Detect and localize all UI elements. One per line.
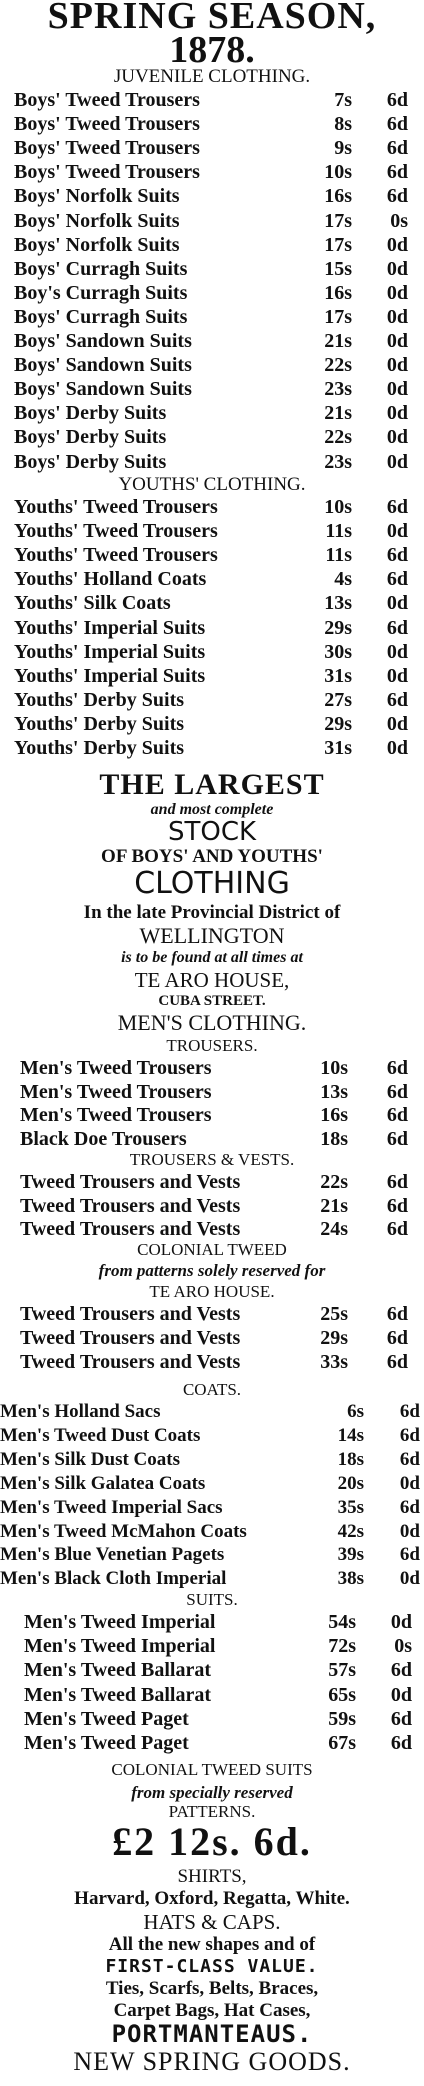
vests-heading: TROUSERS & VESTS. — [129, 1150, 295, 1169]
promo-district: In the late Provincial District of — [83, 902, 341, 923]
item-shillings: 38s — [337, 1568, 364, 1590]
new-spring-goods: NEW SPRING GOODS. — [73, 2047, 351, 2076]
item-pence: 0d — [386, 305, 408, 328]
item-shillings: 4s — [334, 568, 352, 591]
item-name: Men's Tweed Ballarat — [24, 1683, 212, 1706]
item-pence: 0d — [386, 354, 408, 377]
price-row — [14, 450, 408, 474]
new-shapes: All the new shapes and of — [108, 1934, 316, 1955]
price-row — [20, 1302, 408, 1326]
item-pence: 6d — [386, 568, 408, 591]
title: SPRING SEASON, — [47, 0, 377, 37]
item-name: Men's Tweed Paget — [24, 1707, 189, 1730]
item-pence: 6d — [399, 1496, 420, 1518]
item-pence: 6d — [386, 89, 408, 111]
price-row — [0, 1543, 420, 1567]
item-pence: 6d — [386, 616, 408, 639]
item-shillings: 20s — [337, 1472, 364, 1494]
item-pence: 0d — [386, 737, 408, 759]
price-row — [24, 1707, 412, 1731]
item-name: Men's Holland Sacs — [0, 1401, 161, 1422]
item-shillings: 13s — [320, 1080, 348, 1103]
item-pence: 6d — [390, 1707, 412, 1730]
price-row — [14, 425, 408, 449]
item-name: Tweed Trousers and Vests — [20, 1218, 241, 1240]
item-pence: 0d — [386, 426, 408, 449]
hats-heading: HATS & CAPS. — [143, 1910, 281, 1934]
item-name: Men's Blue Venetian Pagets — [0, 1544, 225, 1566]
item-name: Tweed Trousers and Vests — [20, 1327, 241, 1349]
price-row — [0, 1520, 420, 1544]
item-shillings: 35s — [337, 1496, 364, 1518]
item-shillings: 21s — [320, 1194, 348, 1217]
first-class-value: FIRST-CLASS VALUE. — [105, 1956, 319, 1977]
item-name: Men's Tweed Imperial — [24, 1635, 216, 1658]
item-name: Men's Tweed Paget — [24, 1732, 189, 1754]
item-shillings: 18s — [337, 1448, 364, 1470]
item-pence: 6d — [386, 113, 408, 136]
shirts-heading: SHIRTS, — [177, 1866, 247, 1887]
item-pence: 0d — [386, 257, 408, 280]
item-shillings: 21s — [324, 330, 352, 352]
shirt-types: Harvard, Oxford, Regatta, White. — [74, 1888, 350, 1909]
item-shillings: 25s — [320, 1303, 348, 1325]
item-name: Boys' Curragh Suits — [14, 305, 188, 328]
price-row — [14, 257, 408, 281]
price-row — [0, 1400, 420, 1424]
item-name: Boys' Sandown Suits — [14, 330, 192, 352]
promo-house: TE ARO HOUSE, — [134, 968, 290, 992]
price-row — [14, 591, 408, 615]
item-name: Youths' Imperial Suits — [14, 640, 206, 663]
item-pence: 6d — [386, 1303, 408, 1325]
colonial-heading: COLONIAL TWEED — [137, 1240, 287, 1259]
price-row — [14, 305, 408, 329]
price-row — [14, 736, 408, 760]
item-shillings: 16s — [324, 281, 352, 304]
item-pence: 0d — [399, 1472, 420, 1494]
item-shillings: 67s — [328, 1732, 356, 1754]
item-name: Men's Tweed Imperial — [24, 1611, 216, 1633]
item-name: Boys' Derby Suits — [14, 426, 167, 449]
item-shillings: 11s — [325, 544, 352, 567]
price-row — [14, 281, 408, 305]
price-row — [14, 209, 408, 233]
item-name: Boys' Tweed Trousers — [14, 161, 200, 184]
item-pence: 6d — [386, 1127, 408, 1150]
item-name: Boys' Norfolk Suits — [14, 209, 180, 232]
item-pence: 6d — [386, 1171, 408, 1193]
price-row — [14, 329, 408, 353]
item-shillings: 23s — [324, 378, 352, 401]
item-shillings: 29s — [324, 712, 352, 735]
price-row — [20, 1127, 408, 1151]
item-shillings: 10s — [324, 161, 352, 184]
price-row — [20, 1194, 408, 1218]
promo-largest: THE LARGEST — [99, 768, 325, 801]
item-shillings: 8s — [334, 113, 352, 136]
item-name: Youths' Imperial Suits — [14, 616, 206, 639]
juvenile-heading: JUVENILE CLOTHING. — [113, 66, 311, 87]
item-name: Men's Tweed McMahon Coats — [0, 1520, 247, 1542]
price: £2 12s. 6d. — [112, 1819, 312, 1864]
promo-found: is to be found at all times at — [121, 949, 303, 966]
price-row — [14, 160, 408, 184]
price-row — [20, 1170, 408, 1194]
price-row — [14, 353, 408, 377]
item-pence: 0d — [386, 664, 408, 687]
price-row — [14, 640, 408, 664]
item-pence: 6d — [399, 1424, 420, 1446]
price-row — [14, 616, 408, 640]
price-row — [14, 88, 408, 112]
price-row — [20, 1103, 408, 1127]
item-shillings: 10s — [324, 496, 352, 518]
ties-line: Ties, Scarfs, Belts, Braces, — [105, 1978, 319, 1999]
price-row — [14, 233, 408, 257]
item-shillings: 13s — [324, 592, 352, 615]
item-pence: 0s — [394, 1635, 412, 1658]
item-shillings: 31s — [324, 737, 352, 759]
item-name: Youths' Derby Suits — [14, 737, 185, 759]
item-name: Boys' Curragh Suits — [14, 257, 188, 280]
item-name: Boys' Tweed Trousers — [14, 137, 200, 160]
item-pence: 0d — [390, 1683, 412, 1706]
item-pence: 6d — [390, 1659, 412, 1682]
item-pence: 6d — [399, 1448, 420, 1470]
colonial-house: TE ARO HOUSE. — [149, 1282, 275, 1301]
promo-stock: STOCK — [167, 817, 257, 847]
promo-of-boys: OF BOYS' AND YOUTHS' — [101, 846, 323, 867]
price-row — [24, 1634, 412, 1658]
price-row — [20, 1350, 408, 1374]
item-name: Youths' Imperial Suits — [14, 664, 206, 687]
item-shillings: 57s — [328, 1659, 356, 1682]
item-name: Youths' Tweed Trousers — [14, 496, 218, 518]
item-shillings: 17s — [324, 305, 352, 328]
item-pence: 6d — [386, 688, 408, 711]
item-name: Tweed Trousers and Vests — [20, 1351, 241, 1373]
item-name: Men's Black Cloth Imperial — [0, 1568, 227, 1590]
price-row — [14, 519, 408, 543]
item-shillings: 39s — [337, 1544, 364, 1566]
item-shillings: 9s — [334, 137, 352, 160]
item-pence: 0d — [390, 1611, 412, 1633]
item-pence: 6d — [399, 1401, 420, 1422]
coats-heading: COATS. — [182, 1380, 242, 1399]
item-shillings: 16s — [320, 1104, 348, 1126]
promo-complete: and most complete — [150, 801, 274, 818]
item-pence: 0d — [386, 233, 408, 256]
price-row — [14, 495, 408, 519]
item-pence: 6d — [386, 1104, 408, 1126]
item-shillings: 16s — [324, 185, 352, 208]
item-shillings: 65s — [328, 1683, 356, 1706]
item-name: Men's Tweed Trousers — [20, 1104, 212, 1126]
item-shillings: 24s — [320, 1218, 348, 1240]
price-row — [14, 377, 408, 401]
item-shillings: 22s — [320, 1171, 348, 1193]
item-name: Youths' Derby Suits — [14, 712, 185, 735]
price-row — [24, 1683, 412, 1707]
item-name: Tweed Trousers and Vests — [20, 1171, 241, 1193]
item-shillings: 7s — [334, 89, 352, 111]
item-name: Boys' Derby Suits — [14, 450, 167, 473]
item-shillings: 11s — [325, 520, 352, 543]
item-name: Boy's Curragh Suits — [14, 281, 188, 304]
item-pence: 0d — [386, 712, 408, 735]
item-name: Tweed Trousers and Vests — [20, 1194, 241, 1217]
item-name: Men's Tweed Trousers — [20, 1080, 212, 1103]
item-name: Men's Tweed Ballarat — [24, 1659, 212, 1682]
price-row — [14, 112, 408, 136]
price-row — [24, 1658, 412, 1682]
price-row — [20, 1217, 408, 1241]
price-row — [0, 1448, 420, 1472]
price-row — [0, 1567, 420, 1591]
item-name: Men's Silk Galatea Coats — [0, 1472, 206, 1494]
item-pence: 6d — [386, 161, 408, 184]
price-row — [0, 1496, 420, 1520]
colonial-suits-heading: COLONIAL TWEED SUITS — [111, 1760, 313, 1779]
item-pence: 6d — [399, 1544, 420, 1566]
item-shillings: 27s — [324, 688, 352, 711]
item-name: Men's Tweed Trousers — [20, 1057, 212, 1079]
item-pence: 6d — [386, 1327, 408, 1349]
price-row — [14, 688, 408, 712]
patterns-heading: PATTERNS. — [168, 1802, 256, 1821]
price-row — [24, 1610, 412, 1634]
item-name: Tweed Trousers and Vests — [20, 1303, 241, 1325]
item-pence: 0d — [386, 330, 408, 352]
price-row — [14, 664, 408, 688]
item-pence: 6d — [386, 544, 408, 567]
item-pence: 6d — [386, 1194, 408, 1217]
item-shillings: 23s — [324, 450, 352, 473]
item-pence: 6d — [386, 1057, 408, 1079]
item-pence: 0d — [386, 281, 408, 304]
price-row — [14, 184, 408, 208]
item-shillings: 29s — [324, 616, 352, 639]
item-shillings: 22s — [324, 354, 352, 377]
price-row — [20, 1326, 408, 1350]
item-pence: 0d — [399, 1520, 420, 1542]
item-name: Boys' Sandown Suits — [14, 354, 192, 377]
promo-wellington: WELLINGTON — [139, 923, 285, 948]
item-pence: 6d — [386, 496, 408, 518]
item-shillings: 18s — [320, 1127, 348, 1150]
portmanteaus: PORTMANTEAUS. — [111, 2020, 313, 2048]
item-pence: 0d — [386, 640, 408, 663]
item-name: Boys' Sandown Suits — [14, 378, 192, 401]
item-shillings: 30s — [324, 640, 352, 663]
item-pence: 0d — [386, 592, 408, 615]
price-row — [14, 543, 408, 567]
item-shillings: 59s — [328, 1707, 356, 1730]
item-name: Men's Silk Dust Coats — [0, 1448, 180, 1470]
item-name: Men's Tweed Dust Coats — [0, 1424, 201, 1446]
item-pence: 0d — [386, 520, 408, 543]
price-row — [20, 1056, 408, 1080]
item-shillings: 17s — [324, 209, 352, 232]
mens-heading: MEN'S CLOTHING. — [117, 1010, 307, 1035]
youths-heading: YOUTHS' CLOTHING. — [118, 474, 306, 495]
item-shillings: 54s — [328, 1611, 356, 1633]
item-name: Boys' Derby Suits — [14, 402, 167, 425]
price-row — [14, 567, 408, 591]
item-pence: 6d — [386, 1080, 408, 1103]
trousers-heading: TROUSERS. — [166, 1036, 258, 1055]
item-pence: 6d — [390, 1732, 412, 1754]
price-row — [14, 712, 408, 736]
item-pence: 0d — [386, 402, 408, 425]
colonial-note: from patterns solely reserved for — [98, 1261, 326, 1280]
item-pence: 0s — [390, 209, 408, 232]
item-shillings: 21s — [324, 402, 352, 425]
item-shillings: 72s — [328, 1635, 356, 1658]
item-shillings: 33s — [320, 1351, 348, 1373]
item-pence: 0d — [386, 378, 408, 401]
item-pence: 0d — [386, 450, 408, 473]
promo-clothing: CLOTHING — [134, 866, 290, 901]
item-shillings: 14s — [337, 1424, 364, 1446]
item-name: Youths' Derby Suits — [14, 688, 185, 711]
item-pence: 6d — [386, 1351, 408, 1373]
promo-street: CUBA STREET. — [158, 993, 266, 1009]
item-pence: 6d — [386, 137, 408, 160]
item-name: Boys' Tweed Trousers — [14, 113, 200, 136]
price-row — [24, 1731, 412, 1755]
item-shillings: 22s — [324, 426, 352, 449]
item-name: Black Doe Trousers — [20, 1127, 187, 1150]
item-pence: 0d — [399, 1568, 420, 1590]
price-row — [0, 1424, 420, 1448]
item-name: Youths' Silk Coats — [14, 592, 171, 615]
item-name: Youths' Holland Coats — [14, 568, 207, 591]
item-shillings: 15s — [324, 257, 352, 280]
price-row — [20, 1080, 408, 1104]
item-shillings: 29s — [320, 1327, 348, 1349]
suits-heading: SUITS. — [186, 1590, 238, 1609]
item-shillings: 31s — [324, 664, 352, 687]
item-shillings: 6s — [347, 1401, 364, 1422]
item-name: Boys' Tweed Trousers — [14, 89, 200, 111]
price-row — [14, 401, 408, 425]
item-shillings: 17s — [324, 233, 352, 256]
item-shillings: 10s — [320, 1057, 348, 1079]
specially-note: from specially reserved — [131, 1783, 293, 1802]
price-row — [0, 1472, 420, 1496]
item-pence: 6d — [386, 1218, 408, 1240]
year: 1878. — [169, 29, 255, 71]
item-name: Boys' Norfolk Suits — [14, 233, 180, 256]
item-shillings: 42s — [337, 1520, 364, 1542]
item-name: Youths' Tweed Trousers — [14, 544, 218, 567]
item-name: Boys' Norfolk Suits — [14, 185, 180, 208]
item-name: Youths' Tweed Trousers — [14, 520, 218, 543]
carpet-line: Carpet Bags, Hat Cases, — [113, 2000, 311, 2021]
price-row — [14, 136, 408, 160]
item-name: Men's Tweed Imperial Sacs — [0, 1496, 223, 1518]
item-pence: 6d — [386, 185, 408, 208]
